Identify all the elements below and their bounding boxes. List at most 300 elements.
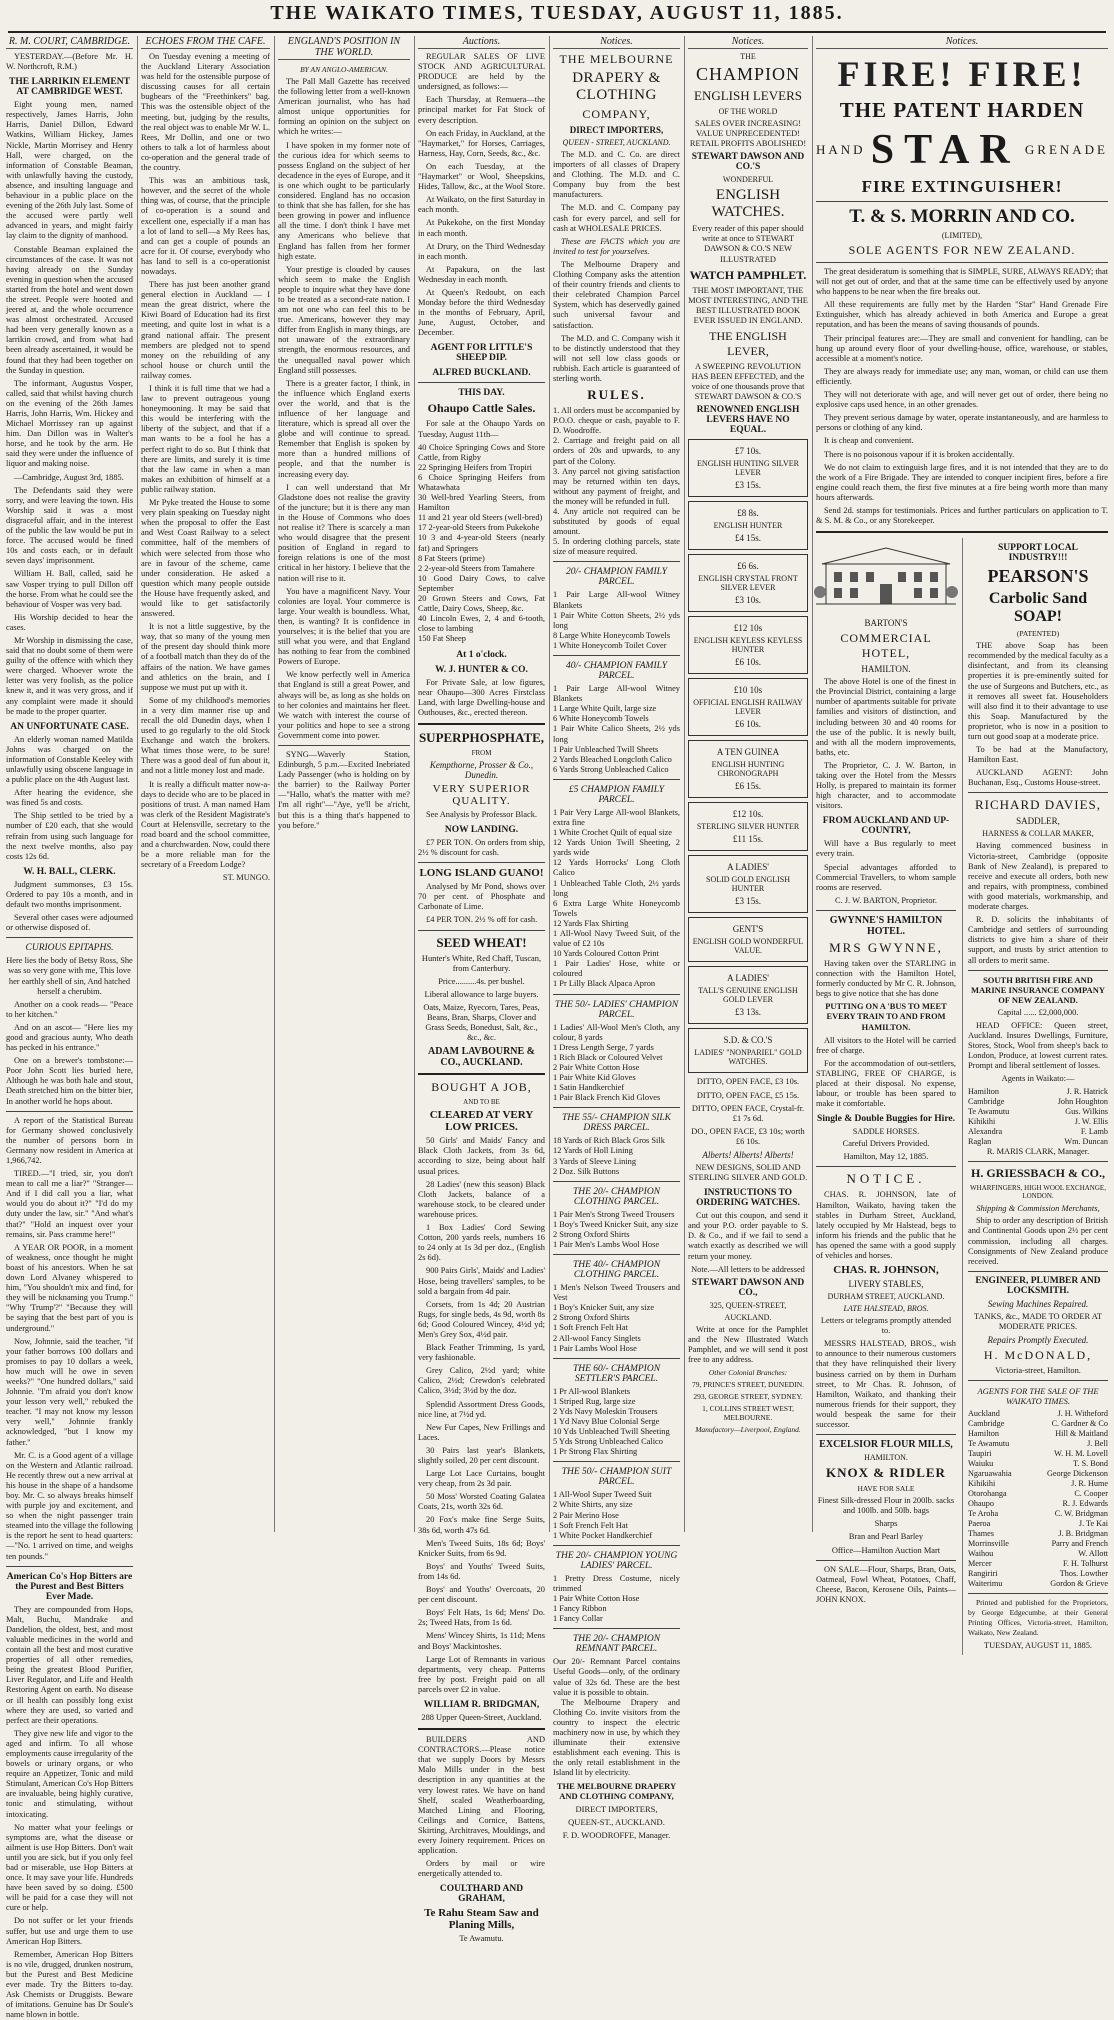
article-paragraph: Your prestige is clouded by causes which seem to make the English people to inquire what they have done to be treated as a second-rate nation. I am not one who can feel this to be true. Americans, however they may differ from English in many things, are not unaware of the extraordinary strength, the enormous resources, and the unequalled naval power which England still possesses. [278,264,410,375]
advert-title: ENGLISH WATCHES. [711,187,785,221]
article-subheading: AN UNFORTUNATE CASE. [10,721,129,732]
watch-price: A TEN GUINEA [716,747,780,758]
advert-item: Bran and Pearl Barley [848,1532,924,1542]
insurance-agent [968,1107,1108,1117]
newspaper-agent [968,1459,1108,1469]
watch-price: GENT'S [732,924,764,935]
article-paragraph: Constable Beaman explained the circumstances of the case. It was not having already on the Sunday evening in question when the accused started from the hotel and went down the street. People were hooted and jeered at, and the whole occurrence was almost orchestrated. Accused had been very generally known as a larrikin crowd, and from what had been already ascertained, it would be found that they had been together on the Sunday in question. [6,244,133,375]
saddler-role: SADDLER, [1016,816,1060,827]
hotel-location: HAMILTON. [861,664,911,675]
insurance-agent [968,1137,1108,1147]
parcel-items [553,1023,680,1104]
advert-title: ENGLISH LEVERS [694,88,802,103]
article-paragraph: There is a greater factor, I think, in the influence which England exerts over the world, and that is the influence of her language and literature, which is spread all over the globe and will continue to spread. Remember that English is spoken by more than a hundred millions of people, and that the number is increasing every day. [278,378,410,479]
parcel-list [553,561,680,1697]
sale-intro: For sale at the Ohaupo Yards on Tuesday, August 11th— [418,419,545,439]
advert-paragraph: SALES OVER INCREASING! VALUE UNPRECEDENTED! RETAIL PROFITS ABOLISHED! [689,119,807,149]
maker-name: STEWART DAWSON AND CO., [691,1277,805,1298]
parcel-items [553,808,680,990]
auction-paragraph: At Papakura, on the last Wednesday in each month. [418,264,545,284]
parcel-item: 1 Soft French Felt Hat [553,1323,628,1333]
article-paragraph: A YEAR OR POOR, in a moment of weakness, once thought he might boast of his ancestors. When he sat down Lord Alvaney whispered to him, "You shouldn't mix and find, for they will be nicknaming you Trump." "Why 'Trump'?" "Because they will be saying that the best part of you is underground." [6,1242,133,1333]
advert-paragraph: We do not claim to extinguish large fires, and it is not intended that they are to do the work of a Fire Brigade. They are intended to conquer incipient fires, before a fire engine could reach them, the first five minutes at a fire being worth more than many hours afterwards. [816,462,1108,502]
advert-paragraph: Ship to order any description of British and Continental Goods upon 2½ per cent commission, including all charges. Consignments of New Zealand produce received. [968,1216,1108,1266]
company-footer: THE MELBOURNE DRAPERY AND CLOTHING COMPANY, [556,1781,677,1802]
branch-address: 79, PRINCE'S STREET, DUNEDIN. [691,1380,805,1390]
from-label: FROM [471,748,492,757]
analysis-note: See Analysis by Professor Black. [426,809,537,819]
newspaper-agent-town: Te Awamutu [968,1439,1010,1449]
proprietor-name: C. J. W. BARTON, Proprietor. [835,895,937,905]
article-paragraph: SYNG—Waverly Station, Edinburgh, 5 p.m.—Excited Inebriated Lady Passenger (who is holding on by the barrier) to the Railway Porter—"Hallo, what's the matter with me? I'm all right"—"Aye, ye'll be a'richt, but this is a thing that's happened to you before." [278,750,410,830]
auction-paragraph: At Queen's Redoubt, on each Monday before the third Wednesday in the months of February, April, June, August, October, and December. [418,287,545,338]
watch-name: ENGLISH CRYSTAL FRONT SILVER LEVER [698,574,798,593]
insurance-agent-person: J. R. Hatrick [1066,1087,1108,1097]
lower-left-notices [816,538,956,1654]
parcel-item: 12 Yards Union Twill Sheeting, 2 yards wide [553,838,680,858]
advert-paragraph: Every reader of this paper should write at once to STEWART DAWSON & CO.'S NEW ILLUSTRATED [692,224,804,264]
advert-paragraph: They prevent serious damage by water, operate instantaneously, and are harmless to persons or clothing of any kind. [816,413,1108,433]
auction-paragraph: At Waikato, on the first Saturday in each month. [418,195,545,215]
rules-heading: RULES. [587,387,646,403]
bargain-item: 30 Pairs last year's Blankets, slightly soiled, 20 per cent discount. [418,1445,545,1465]
parcel-items [553,1283,680,1354]
column-separator [812,36,813,1532]
office-address: Office—Hamilton Auction Mart [831,1545,941,1555]
bought-job-title: BOUGHT A JOB, [431,1080,532,1095]
newspaper-agent-person: W. Allott [1078,1549,1108,1559]
watch-entry [688,501,808,550]
article-paragraph: On Tuesday evening a meeting of the Auckland Literary Association was held for the ostensible purpose of discussing causes for all certain bugbears of the "Freethinkers" bag. This was the ostensible object of the meeting, but, judging by the results, the real object was to enable Mr W. L. Rees, Mr Dollin, and one or two others to talk a lot of harmless about co-operation and the general trade of the country. [141,52,270,173]
livestock-item: 40 Choice Springing Cows and Store Cattle, from Rigby [418,442,545,462]
bargain-item: Splendid Assortment Dress Goods, nice line, at 7½d yd. [418,1399,545,1419]
buggies-heading: Single & Double Buggies for Hire. [817,1114,955,1125]
parcel-item: 1 Boy's Tweed Knicker Suit, any size [553,1219,679,1229]
watch-entry [688,966,808,1024]
divider [278,745,410,746]
company-address: QUEEN - STREET, AUCKLAND. [562,138,671,147]
watch-price: A LADIES' [727,973,769,984]
parcel-item: 1 Pair Black French Kid Gloves [553,1093,661,1103]
grenade-label: GRENADE [1024,142,1108,157]
mill-owners: COULTHARD AND GRAHAM, [439,1884,524,1905]
product-subtitle: FIRE EXTINGUISHER! [861,177,1063,196]
mill-name: Te Rahu Steam Saw and Planing Mills, [424,1907,539,1932]
merchant-role: WHARFINGERS, HIGH WOOL EXCHANGE, LONDON. [970,1184,1106,1201]
advert-paragraph: THE above Soap has been recommended by the medical faculty as a disinfectant, and from its cleansing properties it is pre-eminently suited for the use of Surgeons and Butchers, etc., as it removes all sweet fat. Householders will also find it to their advantage to use this Soap. Manufactured by the proprietor, who is now in a position to turn out good soap at a moderate price. [968,641,1108,741]
advert-paragraph: Remember, American Hop Bitters is no vile, drugged, drunken nostrum, but the Purest and Best Medicine ever made. Try the Bitters to-day. Ask Chemists or Druggists. Beware of imitations. Genuine has Dr Soule's name blown in bottle. [6,1949,133,2020]
ditto-price: DITTO, OPEN FACE, £5 15s. [696,1090,800,1100]
newspaper-agent-town: Cambridge [968,1419,1005,1429]
advert-paragraph: They are compounded from Hops, Malt, Buchu, Mandrake and Dandelion, the oldest, best, and most valuable medicines in the world and contain all the best and most curative properties of all other remedies, being the greatest Blood Purifier, Liver Regulator, and Life and Health Restoring Agent on earth. No disease or ill health can possibly long exist where they are used, so varied and perfect are their operations. [6,1604,133,1725]
watch-alt-price: £6 10s. [734,719,761,730]
parcel-item: 1 Dress Length Serge, 7 yards [553,1042,654,1052]
builders-notice: BUILDERS AND CONTRACTORS.—Please notice that we supply Doors by Messrs Malo Mills under in the best description in any quantities at the very lowest rates. We have on hand Shelf, scaled Weatherboarding, Matched Lining and Flooring, Ceilings and Cornice, Battens, Skirting, Architraves, Mouldings, and every Joinery requirement. Prices on application. [418,1735,545,1856]
newspaper-agent [968,1479,1108,1489]
divider [418,1728,545,1730]
parcel-item: 1 Yd Navy Blue Colonial Serge [553,1417,660,1426]
bargain-item: Boys' Felt Hats, 1s 6d; Mens' Do. 2s; Tweed Hats, from 1s 6d. [418,1608,545,1628]
divider [418,723,545,725]
column-heading: Notices. [553,36,680,49]
divider [553,1107,680,1108]
advert-title: WATCH PAMPHLET. [689,267,807,282]
newspaper-agents [968,1409,1108,1589]
divider [418,1073,545,1075]
advert-paragraph: The M.D. and C. Co. are direct importers of all classes of Drapery and Clothing. The M.D. and C. Company buy from the best manufacturers. [553,150,680,200]
parcel-item: 6 Yards Strong Unbleached Calico [553,764,669,774]
parcel-title: 40/- CHAMPION FAMILY PARCEL. [566,661,667,682]
watch-name: LADIES' "NONPARIEL" GOLD WATCHES. [694,1048,802,1067]
author-signature: ST. MUNGO. [222,873,270,883]
mill-location: HAMILTON. [864,1453,908,1463]
newspaper-agent-person: R. J. Edwards [1062,1499,1108,1509]
stable-former: LATE HALSTEAD, BROS. [843,1304,929,1314]
advert-paragraph: THE MOST IMPORTANT, THE MOST INTERESTING, AND THE BEST ILLUSTRATED BOOK EVER ISSUED IN ENGLAND. [688,285,808,325]
insurance-agent-town: Te Awamutu [968,1107,1010,1117]
divider [418,862,545,863]
insurance-capital: Capital ...... £2,000,000. [997,1007,1079,1017]
merchant-role: Shipping & Commission Merchants, [976,1203,1100,1214]
hotel-owner: BARTON'S [864,618,908,629]
watch-price: A LADIES' [727,862,769,873]
parcel-item: 6 White Honeycomb Towels [553,714,649,724]
divider [968,1161,1108,1162]
column-notices [816,36,1108,1651]
insurance-agents [968,1087,1108,1147]
advert-paragraph: The Proprietor, C. J. W. Barton, in taking over the Hotel from the Messrs Holly, is prepared to maintain its former high character, and to accommodate visitors. [816,760,956,811]
advert-paragraph: The M.D. and C. Company pay cash for every parcel, and sell for cash at WHOLESALE PRICES. [553,203,680,233]
agent-firm: T. & S. MORRIN AND CO. [849,206,1075,227]
star-grenade-banner [816,126,1108,174]
column-englands-position [278,36,410,1532]
watch-price: £6 6s. [737,561,759,572]
watch-alt-price: £11 15s. [732,834,764,845]
parcel-item: 1 Pair Large All-wool Witney Blankets [553,684,680,704]
advert-paragraph: The Melbourne Drapery and Clothing Company asks the attention of their country friends and clients to their celebrated Champion Parcel System, which has deservedly gained such universal favour and satisfaction. [553,259,680,330]
masthead [0,0,1114,32]
article-paragraph: This was an ambitious task, however, and the secret of the whole thing was, of course, that the principle of co-operation is a sound and excellent one, especially if a man has a lot of land to sell—a My Rees has, and can get a couple of pounds an acre for it. Of course, everybody who has land to sell is a co-operationist nowadays. [141,176,270,276]
parcel-item: 1 Pair Very Large All-wool Blankets, extra fine [553,807,680,827]
divider [418,930,545,931]
parcel-item: 2 Pair Merino Hose [553,1510,619,1520]
livestock-list [418,443,545,645]
parcel-item: 1 Pr Lilly Black Alpaca Apron [553,979,656,989]
column-separator [549,36,550,1532]
advert-paragraph: ON SALE—Flour, Sharps, Bran, Oats, Oatmeal, Fowl Wheat, Potatoes, Chaff, Cheese, Bacon, Kerosene Oils, Paints—JOHN KNOX. [816,1564,956,1604]
company-title: DRAPERY & CLOTHING [572,70,661,103]
divider [6,937,133,938]
advert-paragraph: For the accommodation of out-settlers, STABLING, FREE OF CHARGE, is placed at their disposal. No expense, labour, or trouble has been spared to make it comfortable. [816,1058,956,1109]
watch-price: £7 10s. [734,446,761,457]
watch-price: £8 8s. [737,508,759,519]
insurance-agent-person: J. W. Ellis [1074,1117,1108,1127]
advert-paragraph: R. D. solicits the inhabitants of Cambridge and settlers of surrounding districts to give him a share of their support, and trusts by strict attention to all orders to merit same. [968,915,1108,965]
advert-paragraph: They will not deteriorate with age, and will never get out of order, there being no explosive caps used hence, in an other grenades. [816,390,1108,410]
advert-title: RENOWNED ENGLISH LEVERS HAVE NO EQUAL. [696,405,800,436]
instructions-heading: INSTRUCTIONS TO ORDERING WATCHES. [696,1188,800,1209]
newspaper-agent [968,1429,1108,1439]
newspaper-agent-town: Hamilton [968,1429,999,1439]
rule-item: 2. Carriage and freight paid on all orders of 20s and upwards, to any part of the Colony. [553,436,680,466]
newspaper-agent-person: Gordon & Grieve [1050,1579,1108,1589]
parcel-item: 1 Men's Nelson Tweed Trousers and Vest [553,1283,680,1303]
parcel-item: 8 Large White Honeycomb Towels [553,630,671,640]
watch-entry [688,554,808,612]
divider [816,262,1108,263]
livestock-item: 2 2-year-old Steers from Tamahere [418,563,535,573]
newspaper-agent [968,1499,1108,1509]
parcel-item: 2 Yards Bleached Longcloth Calico [553,754,672,764]
newspaper-agent [968,1419,1108,1429]
auctioneer-name: W. J. HUNTER & CO. [435,664,528,675]
article-paragraph: I can well understand that Mr Gladstone does not realise the gravity of the juncture; but it is there any man in the House of Commons who does not realise it? There is scarcely a man who would disagree that the present position of England in regard to foreign relations is one of the most critical in her history. I believe that the nation will rise to it. [278,482,410,583]
advert-paragraph: A SWEEPING REVOLUTION HAS BEEN EFFECTED, and the voice of one thousands prove that STEWART DAWSON & CO.'S [691,362,805,402]
divider [816,1434,956,1435]
parcel-item: 1 Fancy Collar [553,1614,603,1624]
article-paragraph: There has just been another grand general election in Auckland — I mean the great district, where the Kiwi Board of Education had its first meeting, and quite lost in what is a grand national affair. The present members are pledged not to spend money on the rebuilding of any school house or church until the railway comes. [141,280,270,380]
parcel-item: Our 20/- Remnant Parcel contains Useful Goods—only, of the ordinary value of 32s 6d. These are the best value it is possible to obtain. [553,1657,680,1697]
newspaper-agent-person: J. H. Witheford [1057,1409,1108,1419]
watch-entry [688,439,808,497]
parcel-items [553,1136,680,1176]
parcel-item: 18 Yards of Rich Black Gros Silk [553,1136,665,1146]
column-cafe-echoes [141,36,270,1532]
bargain-item: Black Feather Trimming, 1s yard, very fashionable. [418,1343,545,1363]
article-paragraph: William H. Ball, called, said he saw Vosper trying to pull Dillon off the horse. From what he could see the behaviour of Vosper was very bad. [6,569,133,609]
newspaper-agent-town: Waiuku [968,1459,994,1469]
watch-alt-price: £3 10s. [734,595,761,606]
livestock-item: 20 Grown Steers and Cows, Fat Cattle, Dairy Cows, Sheep, &c. [418,594,545,614]
private-sale: For Private Sale, at low figures, near Ohaupo—300 Acres Firstclass Land, with large Dwelling-house and Outhouses, &c., erected thereon. [418,677,545,717]
parcel-item: 1 Pretty Dress Costume, nicely trimmed [553,1573,680,1593]
newspaper-agent-person: C. Gardner & Co [1051,1419,1108,1429]
ditto-price: DITTO, OPEN FACE, £3 10s. [696,1077,800,1087]
watch-name: ENGLISH HUNTING SILVER LEVER [697,459,799,478]
newspaper-agent-person: George Dickenson [1046,1469,1108,1479]
parcel-title: THE 55/- CHAMPION SILK DRESS PARCEL. [562,1113,671,1134]
divider [553,994,680,995]
bargain-item: Large Lot Lace Curtains, bought very cheap, from 2s 3d pair. [418,1469,545,1489]
parcel-item: 1 Pair White Cotton Sheets, 2½ yds long [553,610,680,630]
advert-title: CHAMPION [695,64,800,84]
livestock-item: 17 2-year-old Steers from Pukekohe [418,523,540,533]
divider [553,1181,680,1182]
newspaper-agent-town: Taupiri [968,1449,992,1459]
price-line: £7 PER TON. On orders from ship, 2½ % discount for cash. [418,837,545,858]
divider [553,1358,680,1359]
column-heading: Notices. [688,36,808,49]
newspaper-agent [968,1439,1108,1449]
for-sale-label: HAVE FOR SALE [857,1484,915,1494]
superphosphate-title: SUPERPHOSPHATE, [418,729,545,745]
livestock-item: 8 Fat Steers (prime) [418,553,485,563]
parcel-title: 20/- CHAMPION FAMILY PARCEL. [566,567,667,588]
auction-paragraph: Each Thursday, at Remuera—the principal market for Fat Stock of every description. [418,95,545,125]
article-paragraph: The Ship settled to be tried by a number of £20 each, that she would refrain from using such language for the next twelve months, also pay costs 12s 6d. [6,811,133,861]
article-paragraph: Mr Pyke treated the House to some very plain speaking on Tuesday night when the proposal to offer the East and West Coast Railway to a select committee, half of the members of which were selected from those who are in favour of the scheme, came under consideration. He asked a question which many people outside the House have frequently asked, and would like to get satisfactorily answered. [141,498,270,619]
advert-paragraph: The Melbourne Drapery and Clothing Co. invite visitors from the country to inspect the electric machinery now in use, by which they illuminate their extensive establishment each evening. This is the only retail establishment in the Island lit by electricity. [553,1697,680,1778]
divider [553,561,680,562]
agent-role: SOLE AGENTS FOR NEW ZEALAND. [848,243,1076,257]
watch-entry [688,740,808,798]
divider [968,1593,1108,1594]
watch-entry [688,616,808,674]
parcel-items [553,1210,680,1250]
parcel-item: 6 Extra Large White Honeycomb Towels [553,898,680,918]
parcel-item: 2 Pair White Cotton Hose [553,1062,640,1072]
column-champion-levers [688,36,808,1532]
factory-location: Manufactory—Liverpool, England. [695,1425,801,1435]
parcel-item: 12 Yards Horrocks' Long Cloth Calico [553,858,680,878]
parcel-item: 2 All-wool Fancy Singlets [553,1333,641,1343]
divider [968,1380,1108,1381]
newspaper-agent-town: Morrinsville [968,1539,1009,1549]
newspaper-agent-town: Ngaruawahia [968,1469,1012,1479]
divider [968,970,1108,971]
advert-paragraph: Send 2d. stamps for testimonials. Prices and further particulars on application to T. & S. M. & Co., or any Storekeeper. [816,505,1108,526]
watch-name: TALL'S GENUINE ENGLISH GOLD LEVER [698,986,798,1005]
watch-entry [688,678,808,736]
newspaper-agent-person: Thos. Lowther [1059,1569,1108,1579]
parcel-title: THE 60/- CHAMPION SETTLER'S PARCEL. [572,1363,661,1384]
article-paragraph: Mr. C. is a Good agent of a village on the Western and Atlantic railroad. He recently threw out a new arrival at his house in the shape of a handsome boy. Mr. C. so always breaks himself with purple joy and excitement, and so when the night passenger train steamed into the village the following is the report he sent to head quarters:—"No. 1 arrived on time, and weighs ten pounds." [6,1450,133,1561]
engineer-address: Victoria-street, Hamilton. [995,1366,1081,1375]
livestock-item: 40 Lincoln Ewes, 2, 4 and 6-tooth, close to lambing [418,614,545,634]
clerk-signature: W. H. BALL, CLERK. [23,866,116,877]
ditto-price: DITTO, OPEN FACE, Crystal-fr. £1 7s 6d. [691,1103,805,1123]
newspaper-agent-person: T. S. Bond [1073,1459,1108,1469]
bargain-item: 50 Moss' Worsted Coating Galatea Coats, 21s, worth 32s 6d. [418,1492,545,1512]
parcel-items [553,684,680,775]
newspaper-agent [968,1579,1108,1589]
hotel-name: COMMERCIAL HOTEL, [840,631,932,661]
bargain-item: Men's Tweed Suits, 18s 6d; Boys' Knicker Suits, from 6s 9d. [418,1538,545,1558]
advert-item: Sharps [874,1519,898,1529]
newspaper-agent-person: Hill & Maitland [1055,1429,1108,1439]
bargain-item: Boys' and Youths' Tweed Suits, from 14s 6d. [418,1561,545,1581]
company-title: COMPANY, [582,107,651,121]
parcel-item: 1 Fancy Ribbon [553,1604,607,1614]
column-separator [684,36,685,1532]
rules-list [553,406,680,557]
bargain-item: 28 Ladies' (new this season) Black Cloth Jackets, balance of a warehouse stock, to be cleared under warehouse prices. [418,1179,545,1219]
bargain-item: Mens' Wincey Shirts, 1s 11d; Mens and Boys' Mackintoshes. [418,1631,545,1651]
watch-name: STERLING SILVER HUNTER [696,822,800,832]
article-subheading: THE LARRIKIN ELEMENT AT CAMBRIDGE WEST. [9,77,130,98]
advert-paragraph: CHAS. R. JOHNSON, late of Hamilton, Waikato, having taken the stables in Durham Street, Auckland, lately occupied by Mr Halstead, begs to inform his friends and the public that he has opened the same with a good supply of vehicles and horses. [816,1190,956,1260]
insurance-agent-person: John Houghton [1057,1097,1108,1107]
bargain-item: Large Lot of Remnants in various departments, very cheap. Patterns free by post. Freight paid on all parcels over £2 in value. [418,1654,545,1694]
article-paragraph: Judgment summonses, £3 15s. Ordered to pay 10s a month, and in default two months imprisonment. [6,879,133,910]
company-title: THE MELBOURNE [559,52,674,66]
column-court-report [6,36,134,2020]
parcel-item: 2 Strong Oxford Shirts [553,1313,630,1323]
advert-paragraph: Will have a Bus regularly to meet every train. [816,839,956,859]
parcel-title: THE 40/- CHAMPION CLOTHING PARCEL. [572,1260,661,1281]
advert-paragraph: They are always ready for immediate use; any man, woman, or child can use them efficiently. [816,366,1108,386]
newspaper-agent-town: Paeroa [968,1519,991,1529]
bargain-item: New Fur Capes, New Frillings and Laces. [418,1422,545,1442]
parcel-item: 5 Yds Strong Unbleached Calico [553,1437,663,1447]
auction-agent: AGENT FOR LITTLE'S SHEEP DIP. [430,343,533,364]
hotel-building-icon [816,542,956,612]
builders-notice: Orders by mail or wire energetically attended to. [418,1859,545,1879]
advert-paragraph: Their principal features are:—They are small and convenient for handling, can be hung up around every floor of your dwelling-house, office, warehouse, or stables, accessible at a moment's notice. [816,333,1108,363]
article-paragraph: YESTERDAY.—(Before Mr. H. W. Northcroft, R.M.) [6,52,133,72]
advert-paragraph: TANKS, &c., MADE TO ORDER AT MODERATE PRICES. [974,1311,1102,1331]
support-heading: SUPPORT LOCAL INDUSTRY!!! [998,543,1078,564]
article-paragraph: —Cambridge, August 3rd, 1885. [14,472,124,482]
column-heading: ECHOES FROM THE CAFE. [141,36,270,49]
newspaper-agent-person: W. H. M. Lovell [1054,1449,1108,1459]
column-heading: ENGLAND'S POSITION IN THE WORLD. [278,36,410,60]
agent-limited: (LIMITED), [941,231,983,240]
newspaper-agent-person: Parry and French [1051,1539,1108,1549]
watch-list [688,439,808,1073]
livestock-item: 22 Springing Heifers from Tropiri [418,462,532,472]
bus-notice: PUTTING ON A 'BUS TO MEET EVERY TRAIN TO AND FROM HAMILTON. [825,1002,947,1032]
mill-location: Te Awamutu. [459,1934,504,1944]
newspaper-agent-town: Mercer [968,1559,992,1569]
firm-name: Kempthorne, Prosser & Co., Dunedin. [429,759,534,780]
branch-address: 1, COLLINS STREET WEST, MELBOURNE. [702,1404,794,1423]
column-separator [137,36,138,1532]
watch-alt-price: £3 15s. [734,896,761,907]
parcel-item: 1 Pair Men's Strong Tweed Trousers [553,1209,675,1219]
livestock-item: 150 Fat Sheep [418,634,466,644]
bargain-item: 50 Girls' and Maids' Fancy and Black Cloth Jackets, from 3s 6d, according to size, being about half usual prices. [418,1136,545,1176]
article-heading: CURIOUS EPITAPHS. [25,943,114,954]
divider [816,531,1108,533]
insurance-name: SOUTH BRITISH FIRE AND MARINE INSURANCE COMPANY OF NEW ZEALAND. [971,974,1105,1005]
branch-address: 293, GEORGE STREET, SYDNEY. [693,1392,803,1402]
product-title: THE PATENT HARDEN [839,98,1085,122]
advert-paragraph: All visitors to the Hotel will be carried free of charge. [816,1035,956,1055]
divider [553,779,680,780]
soap-maker: PEARSON'S [987,566,1089,587]
company-manager: F. D. WOODROFFE, Manager. [562,1830,671,1841]
parcel-item: 1 White Pocket Handkerchief [553,1530,653,1540]
parcel-title: £5 CHAMPION FAMILY PARCEL. [568,784,665,805]
advert-paragraph: There is no poisonous vapour if it is broken accidentally. [824,449,1015,459]
merchant-address: 288 Upper Queen-Street, Auckland. [421,1712,542,1722]
insurance-agent-person: Wm. Duncan [1064,1137,1108,1147]
newspaper-agent-town: Auckland [968,1409,1000,1419]
advert-paragraph: Letters or telegrams promptly attended to. [820,1316,952,1336]
alberts-heading: Alberts! Alberts! Alberts! [702,1149,794,1160]
insurance-manager: R. MARIS CLARK, Manager. [986,1147,1090,1157]
divider [6,1111,133,1112]
watch-price: S.D. & CO.'S [723,1035,773,1046]
advert-heading: American Co's Hop Bitters are the Purest and Best Bitters Ever Made. [6,1571,133,1602]
address-note: Note.—All letters to be addressed [691,1264,805,1274]
watch-alt-price: £3 13s. [734,1007,761,1018]
advert-paragraph: The M.D. and C. Company wish it to be distinctly understood that they will not sell low class goods or rubbish. Each article is guaranteed of sterling worth. [553,333,680,383]
saddle-heading: SADDLE HORSES. [852,1127,920,1137]
newspaper-agent-person: J. B. Bridgman [1058,1529,1108,1539]
engineer-name: H. McDONALD, [983,1348,1093,1362]
price-line: £4 PER TON. 2½ % off for cash. [426,915,538,925]
watch-price: £12 10s [733,623,763,634]
article-paragraph: TIRED.—"I tried, sir, you don't mean to call me a liar?" "Stranger—And if I did call you a liar, what would you do about it?" "I'd do my duty under the law, sir." "And what's that?" "Hold an inquest over your remains, sir. Pass cramme here!" [6,1169,133,1239]
newspaper-agent [968,1569,1108,1579]
advert-paragraph: HEAD OFFICE: Queen street, Auckland. Insures Dwellings, Furniture, Stores, Stock, Wool from sheep's back to London, Produce, at lowest current rates. Prompt and liberal settlement of losses. [968,1020,1108,1071]
article-paragraph: Mr Worship in dismissing the case, said that no doubt some of them were guilty of the offence with which they were charged. Whoever wrote the letter was very foolish, as the police knew it, and it was very gross, and if any complaint were made it should be made to the proper quarter. [6,635,133,716]
divider [553,1628,680,1629]
divider [553,655,680,656]
divider [553,1254,680,1255]
